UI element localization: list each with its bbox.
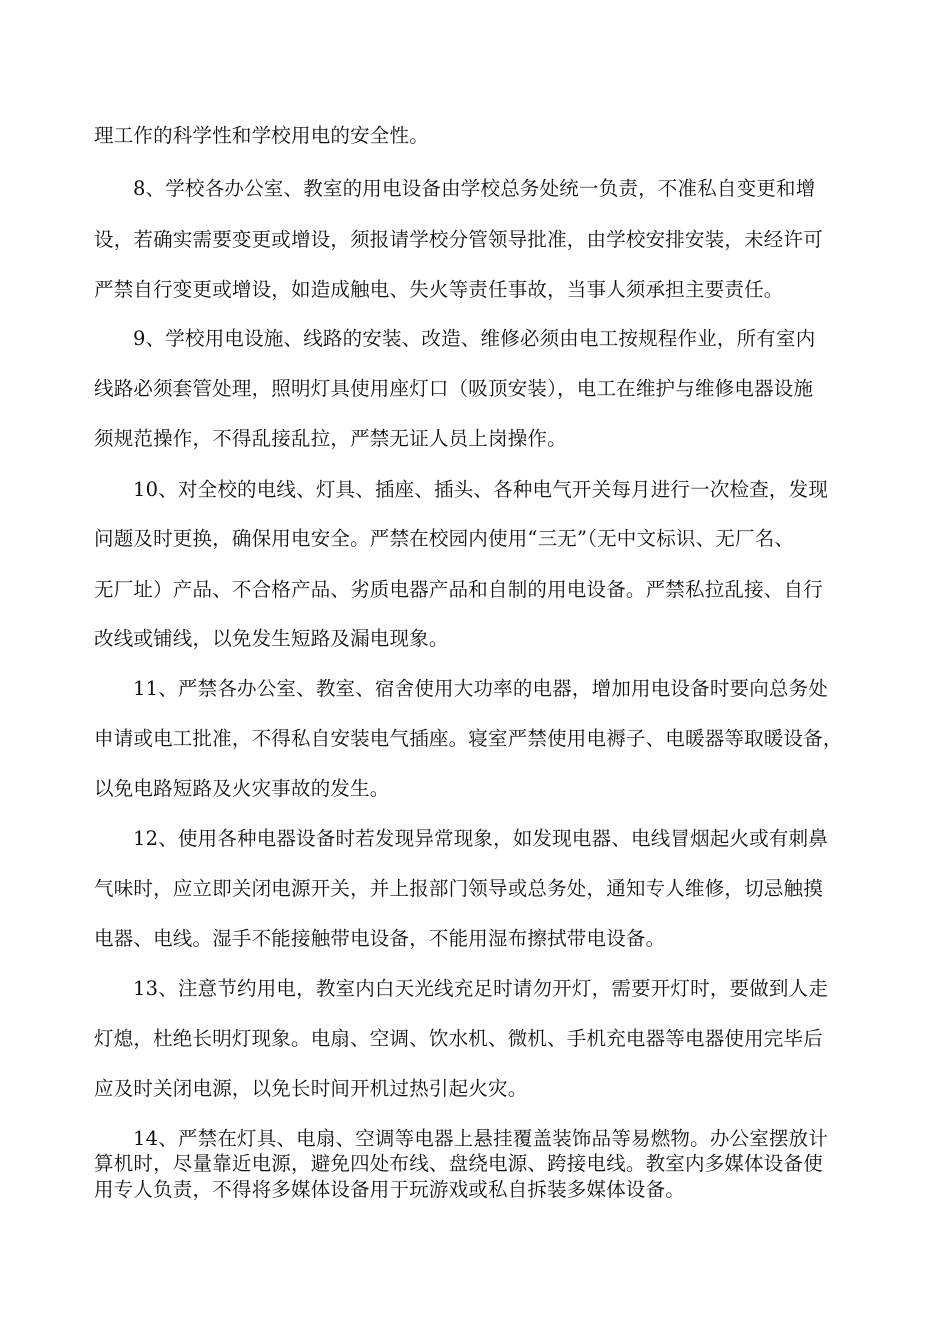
text-line: 无厂址）产品、不合格产品、劣质电器产品和自制的用电设备。严禁私拉乱接、自行 (94, 578, 823, 601)
text-line: 申请或电工批准，不得私自安装电气插座。寝室严禁使用电褥子、电暖器等取暖设备， (94, 727, 843, 750)
text-line: 电器、电线。湿手不能接触带电设备，不能用湿布擦拭带电设备。 (94, 927, 666, 950)
text-line: 14、严禁在灯具、电扇、空调等电器上悬挂覆盖装饰品等易燃物。办公室摆放计 (133, 1127, 829, 1150)
text-line: 12、使用各种电器设备时若发现异常现象，如发现电器、电线冒烟起火或有刺鼻 (133, 827, 829, 850)
text-line: 须规范操作，不得乱接乱拉，严禁无证人员上岗操作。 (94, 427, 567, 450)
text-line: 气味时，应立即关闭电源开关，并上报部门领导或总务处，通知专人维修，切忌触摸 (94, 877, 823, 900)
text-line: 用专人负责，不得将多媒体设备用于玩游戏或私自拆装多媒体设备。 (94, 1178, 686, 1201)
text-line: 8、学校各办公室、教室的用电设备由学校总务处统一负责，不准私自变更和增 (133, 177, 816, 200)
text-line: 严禁自行变更或增设，如造成触电、失火等责任事故，当事人须承担主要责任。 (94, 278, 784, 301)
text-line: 算机时，尽量靠近电源，避免四处布线、盘绕电源、跨接电线。教室内多媒体设备使 (94, 1152, 823, 1175)
text-line: 11、严禁各办公室、教室、宿舍使用大功率的电器，增加用电设备时要向总务处 (133, 677, 829, 700)
text-line: 10、对全校的电线、灯具、插座、插头、各种电气开关每月进行一次检查，发现 (133, 478, 829, 501)
text-line: 线路必须套管处理，照明灯具使用座灯口（吸顶安装），电工在维护与维修电器设施 (94, 377, 814, 400)
text-line: 以免电路短路及火灾事故的发生。 (94, 777, 390, 800)
text-line: 改线或铺线，以免发生短路及漏电现象。 (94, 627, 449, 650)
text-line: 问题及时更换，确保用电安全。严禁在校园内使用“三无”（无中文标识、无厂名、 (94, 527, 795, 550)
text-line: 理工作的科学性和学校用电的安全性。 (94, 124, 429, 147)
text-line: 13、注意节约用电，教室内白天光线充足时请勿开灯，需要开灯时，要做到人走 (133, 977, 829, 1000)
text-line: 灯熄，杜绝长明灯现象。电扇、空调、饮水机、微机、手机充电器等电器使用完毕后 (94, 1027, 823, 1050)
text-line: 应及时关闭电源，以免长时间开机过热引起火灾。 (94, 1077, 528, 1100)
text-line: 9、学校用电设施、线路的安装、改造、维修必须由电工按规程作业，所有室内 (133, 327, 816, 350)
text-line: 设，若确实需要变更或增设，须报请学校分管领导批准，由学校安排安装，未经许可 (94, 228, 823, 251)
